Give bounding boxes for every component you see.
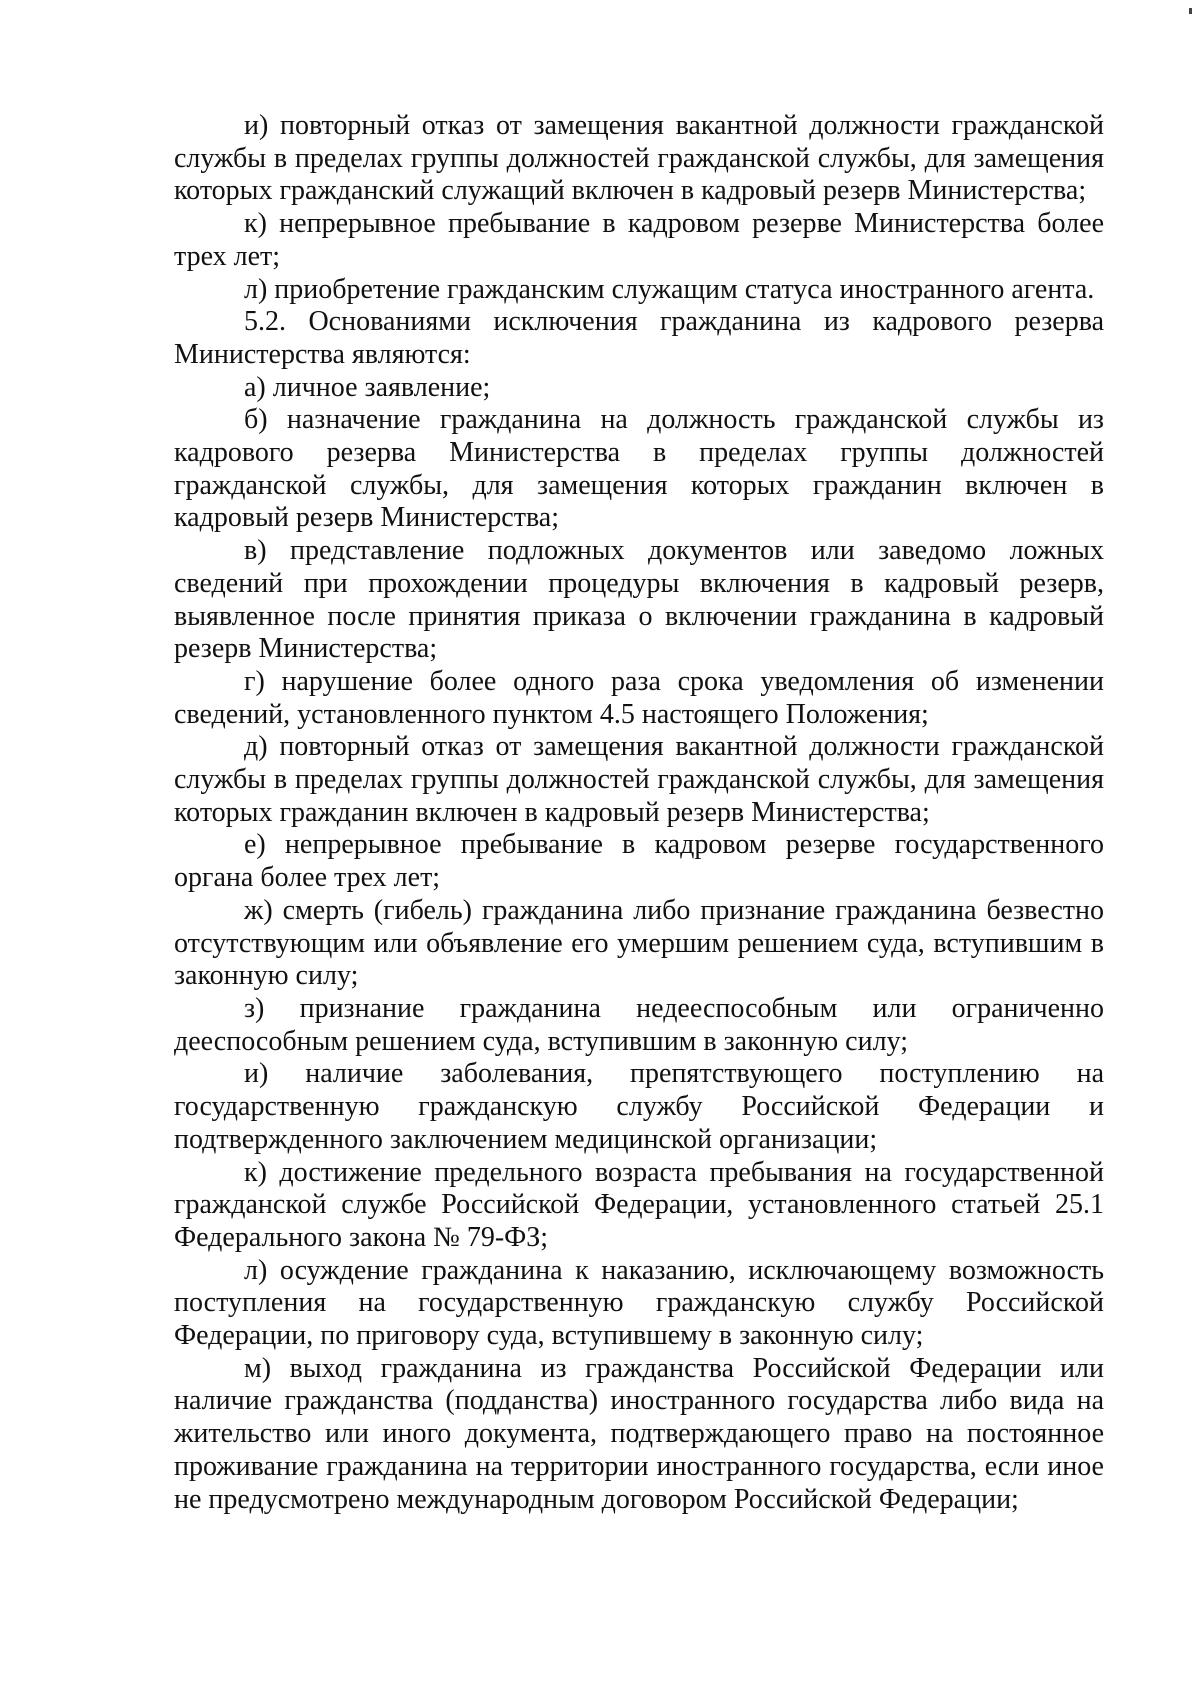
paragraph-z-incapacity: з) признание гражданина недееспособным или ограниченно дееспособным решением суда, вступившим в законную силу; (174, 992, 1104, 1057)
paragraph-k-age-limit: к) достижение предельного возраста пребывания на государственной гражданской службе Российской Федерации, установленного статьей 25.1 Федерального закона № 79-ФЗ; (174, 1156, 1104, 1253)
paragraph-d-repeat-refusal: д) повторный отказ от замещения вакантной должности гражданской службы в пределах группы должностей гражданской службы, для замещения которых гражданин включен в кадровый резерв Министерства; (174, 731, 1104, 828)
paragraph-k-continuous-stay: к) непрерывное пребывание в кадровом резерве Министерства более трех лет; (174, 208, 1104, 272)
paragraph-5-2-heading: 5.2. Основаниями исключения гражданина из кадрового резерва Министерства являются: (174, 306, 1104, 370)
paragraph-l-conviction: л) осуждение гражданина к наказанию, исключающему возможность поступления на государственную гражданскую службу Российской Федерации, по приговору суда, вступившему в законную силу; (174, 1254, 1104, 1352)
paragraph-a-personal-statement: а) личное заявление; (244, 371, 491, 403)
paragraph-zh-death: ж) смерть (гибель) гражданина либо признание гражданина безвестно отсутствующим или объявление его умершим решением суда, вступившим в законную силу; (174, 894, 1104, 992)
scan-mark (1189, 8, 1192, 14)
paragraph-b-appointment: б) назначение гражданина на должность гражданской службы из кадрового резерва Министерства в пределах группы должностей гражданской службы, для замещения которых гражданин включен в кадровый резерв Министерства; (174, 404, 1104, 534)
document-body (174, 110, 1104, 1516)
paragraph-i-illness: и) наличие заболевания, препятствующего поступлению на государственную гражданскую службу Российской Федерации и подтвержденного заключением медицинской организации; (174, 1058, 1104, 1155)
paragraph-m-citizenship: м) выход гражданина из гражданства Российской Федерации или наличие гражданства (подданства) иностранного государства либо вида на жительство или иного документа, подтверждающего право на постоянное проживание гражданина на территории иностранного государства, если иное не предусмотрено международным договором Российской Федерации; (174, 1352, 1104, 1515)
paragraph-g-notification-violation: г) нарушение более одного раза срока уведомления об изменении сведений, установленного пунктом 4.5 настоящего Положения; (174, 665, 1104, 730)
paragraph-l-foreign-agent: л) приобретение гражданским служащим статуса иностранного агента. (244, 273, 1095, 305)
paragraph-v-false-documents: в) представление подложных документов или заведомо ложных сведений при прохождении процедуры включения в кадровый резерв, выявленное после принятия приказа о включении гражданина в кадровый резерв Министерства; (174, 535, 1104, 665)
paragraph-i-repeat-refusal: и) повторный отказ от замещения вакантной должности гражданской службы в пределах группы должностей гражданской службы, для замещения которых гражданский служащий включен в кадровый резерв Министерства; (174, 110, 1104, 207)
paragraph-e-continuous-stay: е) непрерывное пребывание в кадровом резерве государственного органа более трех лет; (174, 829, 1104, 894)
